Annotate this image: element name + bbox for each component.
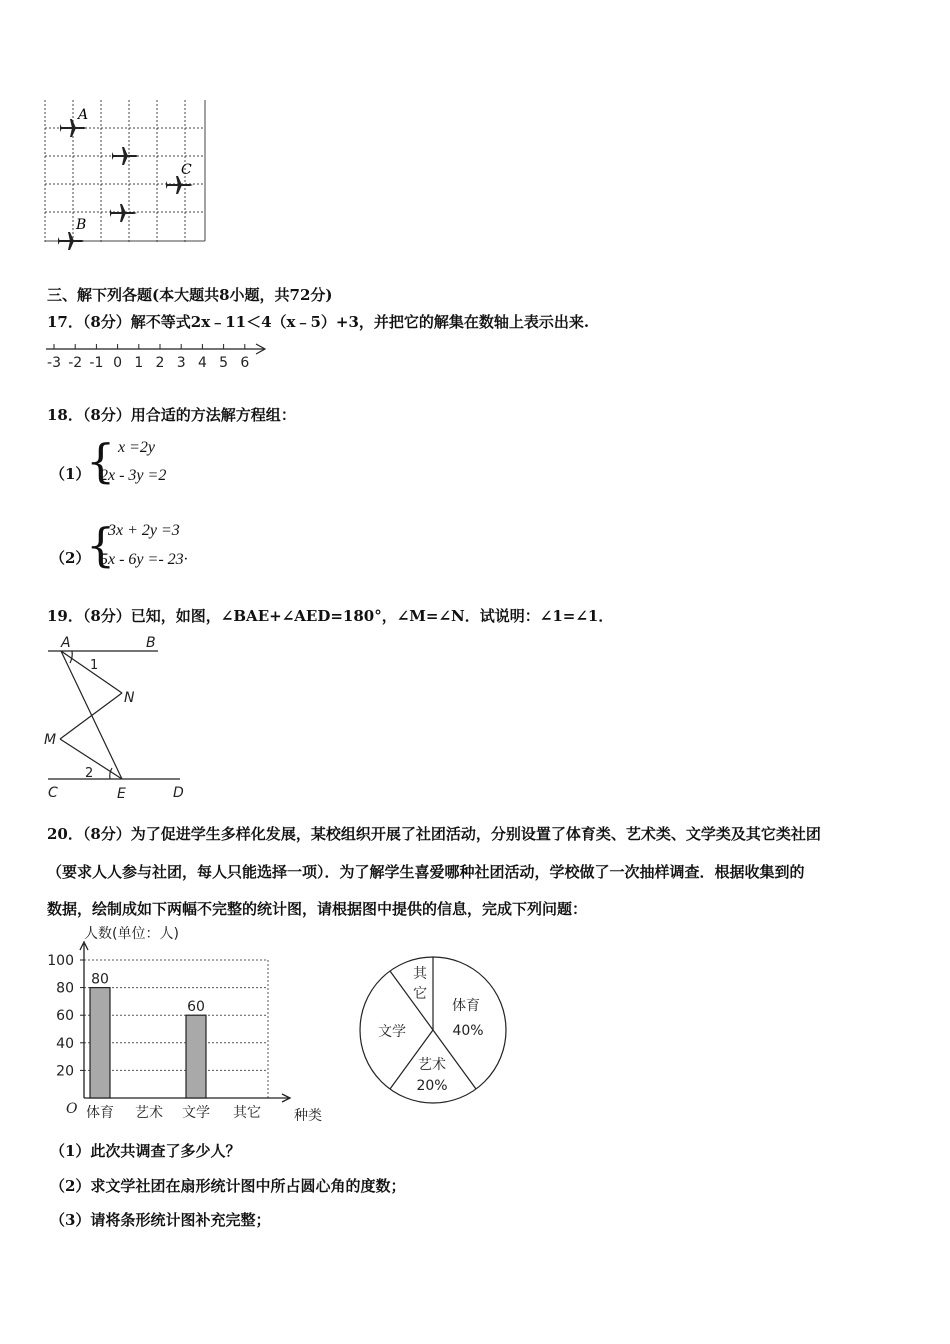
numberline-label: -2: [68, 355, 83, 371]
y-tick-label: 100: [47, 953, 74, 969]
label-b: B: [76, 217, 87, 233]
label-a: A: [78, 107, 89, 123]
question-17-text: 17．（8分）解不等式2x﹣11＜4（x﹣5）+3，并把它的解集在数轴上表示出来.: [47, 313, 590, 331]
q18-part2-label: （2）: [50, 549, 91, 567]
numberline-label: 6: [240, 355, 250, 371]
numberline-label: 4: [197, 355, 207, 371]
point-b: B: [146, 635, 156, 651]
pie-percent-sport: 40%: [452, 1023, 484, 1039]
category-label: 其它: [233, 1105, 261, 1121]
bar-0: [90, 988, 110, 1098]
q20-sub1: （1）此次共调查了多少人？: [50, 1142, 241, 1160]
pie-label-art: 艺术: [418, 1057, 446, 1073]
pie-label-sport: 体育: [452, 998, 480, 1014]
pie-label-literature: 文学: [378, 1024, 406, 1040]
y-tick-label: 80: [56, 980, 74, 997]
airplane-icon: [58, 232, 85, 250]
category-label: 文学: [182, 1105, 210, 1121]
numberline-label: -1: [89, 355, 104, 371]
q18-part2-eq1: 3x + 2y =3: [108, 522, 180, 539]
bar-value-label: 60: [187, 999, 205, 1016]
q20-sub3: （3）请将条形统计图补充完整；: [50, 1211, 271, 1229]
question-20-line2: （要求人人参与社团，每人只能选择一项）．为了解学生喜爱哪种社团活动，学校做了一次抽样调查．根据收集到的: [47, 863, 805, 881]
angle-2-arc: [110, 768, 112, 779]
point-d: D: [173, 785, 184, 801]
pie-percent-art: 20%: [416, 1078, 448, 1094]
q18-part2-brace: {: [86, 518, 116, 572]
question-19-text: 19．（8分）已知，如图，∠BAE+∠AED=180°，∠M=∠N．试说明：∠1=∠1．: [47, 607, 614, 625]
category-label: 艺术: [135, 1105, 163, 1121]
number-line: [42, 338, 272, 372]
q18-part1-eq2: 2x - 3y =2: [100, 467, 167, 484]
q18-part2-eq2: 5x - 6y =- 23·: [100, 551, 188, 568]
y-tick-label: 60: [56, 1008, 74, 1025]
point-a: A: [61, 635, 71, 651]
geometry-figure: [40, 632, 200, 804]
section-3-title: 三、解下列各题(本大题共8小题，共72分): [47, 286, 333, 304]
airplane-icon: [112, 147, 139, 165]
question-18-text: 18．（8分）用合适的方法解方程组：: [47, 406, 296, 424]
q18-part1-brace: {: [86, 434, 116, 488]
x-axis-label: 种类: [294, 1108, 322, 1124]
point-c: C: [48, 785, 58, 801]
airplane-icon: [166, 176, 193, 194]
pie-chart: [355, 950, 520, 1110]
bar-chart: [40, 920, 330, 1126]
numberline-label: 0: [113, 355, 123, 371]
airplane-icon: [110, 204, 137, 222]
pie-label-other-char: 其: [413, 966, 427, 982]
point-m: M: [44, 732, 57, 748]
numberline-label: 2: [155, 355, 165, 371]
numberline-label: 3: [176, 355, 186, 371]
angle-1-label: 1: [90, 658, 99, 673]
bar-chart-ylabel: 人数(单位：人): [84, 926, 179, 942]
question-20-line3: 数据，绘制成如下两幅不完整的统计图，请根据图中提供的信息，完成下列问题：: [47, 900, 588, 918]
y-tick-label: 20: [56, 1063, 74, 1080]
angle-2-label: 2: [85, 766, 94, 781]
question-20-line1: 20．（8分）为了促进学生多样化发展，某校组织开展了社团活动，分别设置了体育类、艺术类、文学类及其它类社团: [47, 825, 821, 843]
q18-part1-label: （1）: [50, 465, 91, 483]
pie-label-other-char: 它: [413, 986, 427, 1002]
y-tick-label: 40: [56, 1035, 74, 1052]
point-n: N: [124, 690, 135, 706]
origin-label: O: [66, 1101, 78, 1117]
q20-sub2: （2）求文学社团在扇形统计图中所占圆心角的度数；: [50, 1177, 406, 1195]
bar-2: [186, 1015, 206, 1098]
airplane-grid-figure: [40, 95, 215, 250]
numberline-label: 1: [134, 355, 144, 371]
q18-part1-eq1: x =2y: [118, 439, 155, 456]
bar-value-label: 80: [91, 971, 109, 988]
label-c: C: [181, 162, 192, 178]
point-e: E: [117, 786, 126, 802]
category-label: 体育: [86, 1105, 114, 1121]
numberline-label: -3: [47, 355, 61, 371]
segment-mn: [60, 693, 122, 739]
numberline-label: 5: [219, 355, 229, 371]
